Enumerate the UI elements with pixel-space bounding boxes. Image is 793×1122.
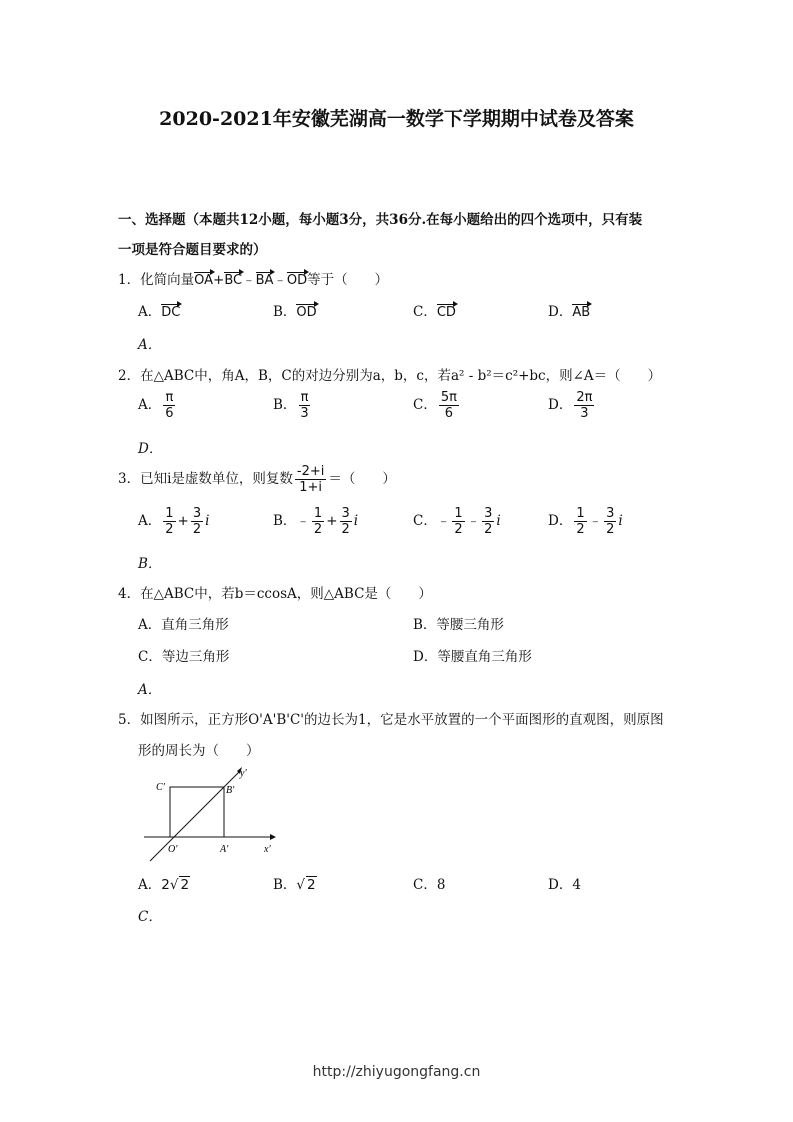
option-text: 4	[572, 877, 581, 893]
fraction	[439, 390, 459, 421]
option-label: A．	[138, 397, 162, 413]
option-d	[548, 506, 623, 537]
numerator: 3	[192, 506, 202, 521]
answer-5: C．	[138, 909, 162, 925]
question-2	[118, 364, 661, 384]
imaginary-unit: i	[205, 513, 210, 529]
option-text: 等腰三角形	[436, 617, 504, 633]
option-vector: CD	[437, 301, 456, 320]
vector-ba: BA	[256, 269, 274, 288]
denominator: 2	[165, 522, 174, 537]
question-5-line2: 形的周长为（ ）	[138, 743, 260, 759]
imaginary-unit: i	[353, 513, 359, 529]
option-b	[273, 300, 317, 320]
option-a	[138, 300, 180, 320]
fraction	[163, 390, 175, 421]
option-label: C．	[413, 397, 437, 413]
numerator: 1	[313, 506, 323, 521]
fraction	[452, 506, 464, 537]
denominator: 3	[300, 406, 309, 421]
denominator: 2	[313, 522, 323, 537]
radicand: 2	[307, 877, 316, 893]
label-a: A'	[220, 844, 229, 855]
option-b	[273, 506, 358, 537]
fraction	[604, 506, 616, 537]
option-label: B．	[413, 617, 437, 633]
denominator: 6	[444, 406, 454, 421]
option-c	[413, 506, 501, 537]
label-b: B'	[226, 785, 235, 796]
question-number: 1．	[118, 272, 141, 288]
option-label: C．	[413, 877, 437, 893]
option-label: C．	[413, 513, 437, 529]
option-b	[413, 613, 504, 633]
question-number: 2．	[118, 368, 141, 384]
numerator: 3	[341, 506, 350, 521]
option-text: 等腰直角三角形	[437, 649, 532, 665]
option-label: C．	[138, 649, 162, 665]
question-text: 化简向量	[140, 272, 195, 288]
question-text-end: ＝（ ）	[328, 471, 396, 487]
option-label: B．	[273, 304, 297, 320]
option-d	[548, 390, 596, 421]
numerator: 1	[576, 506, 585, 521]
imaginary-unit: i	[618, 513, 623, 529]
option-text: 8	[436, 877, 446, 893]
option-d	[548, 300, 590, 320]
operator: +	[326, 513, 338, 529]
x-axis-arrow	[270, 834, 276, 840]
option-label: C．	[413, 304, 437, 320]
vector-bc: BC	[224, 269, 242, 288]
operator: ﹣	[242, 272, 256, 288]
denominator: 2	[484, 522, 493, 537]
question-number: 3．	[118, 471, 141, 487]
label-c: C'	[156, 782, 165, 793]
numerator: 1	[165, 506, 174, 521]
question-number: 5．	[118, 712, 141, 728]
numerator: -2+i	[296, 464, 325, 479]
numerator: 1	[454, 506, 463, 521]
question-text: 如图所示，正方形O'A'B'C'的边长为1，它是水平放置的一个平面图形的直观图，则原图	[140, 712, 664, 728]
numerator: 3	[606, 506, 615, 521]
question-5	[118, 708, 664, 728]
answer-3: B．	[138, 556, 162, 572]
option-d	[413, 645, 532, 665]
option-label: A．	[138, 877, 162, 893]
option-label: B．	[273, 513, 297, 529]
question-number: 4．	[118, 586, 141, 602]
sign: ﹣	[436, 513, 451, 529]
answer-4: A．	[138, 682, 162, 698]
denominator: 1+i	[299, 480, 323, 495]
footer-url[interactable]: http://zhiyugongfang.cn	[312, 1064, 481, 1080]
question-1	[118, 268, 388, 288]
vector-oa: OA	[194, 269, 213, 288]
option-vector: DC	[161, 301, 180, 320]
label-y: y'	[240, 768, 247, 779]
option-d	[548, 873, 581, 893]
option-c	[138, 645, 229, 665]
option-c	[413, 390, 461, 421]
question-3	[118, 464, 396, 495]
numerator: 5π	[440, 390, 457, 405]
answer-1: A．	[138, 337, 162, 353]
fraction	[295, 464, 326, 495]
option-text: 直角三角形	[161, 617, 229, 633]
radicand: 2	[180, 877, 190, 893]
radical-sign: √	[296, 877, 306, 893]
fraction	[163, 506, 175, 537]
denominator: 6	[165, 406, 174, 421]
option-a	[138, 390, 178, 421]
operator: ﹣	[588, 513, 603, 529]
option-label: D．	[413, 649, 438, 665]
option-label: B．	[273, 877, 297, 893]
option-c	[413, 300, 456, 320]
option-a	[138, 873, 190, 893]
option-b	[273, 873, 317, 893]
fraction	[191, 506, 203, 537]
question-text: 已知i是虚数单位，则复数	[140, 471, 293, 487]
denominator: 2	[341, 522, 350, 537]
operator: +	[213, 272, 225, 288]
option-a	[138, 506, 209, 537]
fraction	[482, 506, 494, 537]
question-text: 在△ABC中，若b＝ccosA，则△ABC是（ ）	[140, 586, 432, 602]
option-label: D．	[548, 397, 573, 413]
option-a	[138, 613, 229, 633]
option-c	[413, 873, 445, 893]
option-label: B．	[273, 397, 297, 413]
sign: ﹣	[296, 513, 310, 529]
numerator: 3	[484, 506, 493, 521]
section-heading-line1: 一、选择题（本题共12小题，每小题3分，共36分.在每小题给出的四个选项中，只有装	[118, 212, 643, 228]
option-label: A．	[138, 617, 162, 633]
option-b	[273, 390, 313, 421]
answer-2: D．	[138, 441, 163, 457]
denominator: 2	[454, 522, 463, 537]
oblique-projection-figure	[138, 763, 283, 866]
numerator: 2π	[576, 390, 593, 405]
question-4	[118, 582, 432, 602]
label-o: O'	[168, 844, 178, 855]
numerator: π	[300, 390, 309, 405]
fraction	[574, 390, 594, 421]
operator: +	[177, 513, 189, 529]
fraction	[340, 506, 352, 537]
denominator: 2	[576, 522, 585, 537]
option-text: 等边三角形	[161, 649, 230, 665]
operator: ﹣	[466, 513, 481, 529]
denominator: 2	[192, 522, 202, 537]
fraction	[298, 390, 310, 421]
coefficient: 2	[161, 877, 170, 893]
option-label: D．	[548, 513, 573, 529]
vector-od: OD	[287, 269, 307, 288]
question-text: 在△ABC中，角A，B，C的对边分别为a，b，c，若a² - b²＝c²+bc，则∠A＝（ ）	[140, 368, 662, 384]
option-label: A．	[138, 513, 162, 529]
option-label: D．	[548, 877, 573, 893]
denominator: 2	[606, 522, 615, 537]
fraction	[574, 506, 586, 537]
radical-sign: √	[169, 877, 179, 893]
option-vector: AB	[572, 301, 590, 320]
fraction	[312, 506, 324, 537]
denominator: 3	[580, 406, 589, 421]
section-heading-line2: 一项是符合题目要求的）	[118, 242, 267, 258]
option-vector: OD	[296, 301, 316, 320]
label-x: x'	[264, 844, 271, 855]
imaginary-unit: i	[496, 513, 501, 529]
question-text-end: 等于（ ）	[307, 272, 389, 288]
page-title: 2020-2021年安徽芜湖高一数学下学期期中试卷及答案	[159, 108, 634, 130]
numerator: π	[165, 390, 174, 405]
option-label: A．	[138, 304, 162, 320]
operator: ﹣	[273, 272, 287, 288]
option-label: D．	[548, 304, 573, 320]
